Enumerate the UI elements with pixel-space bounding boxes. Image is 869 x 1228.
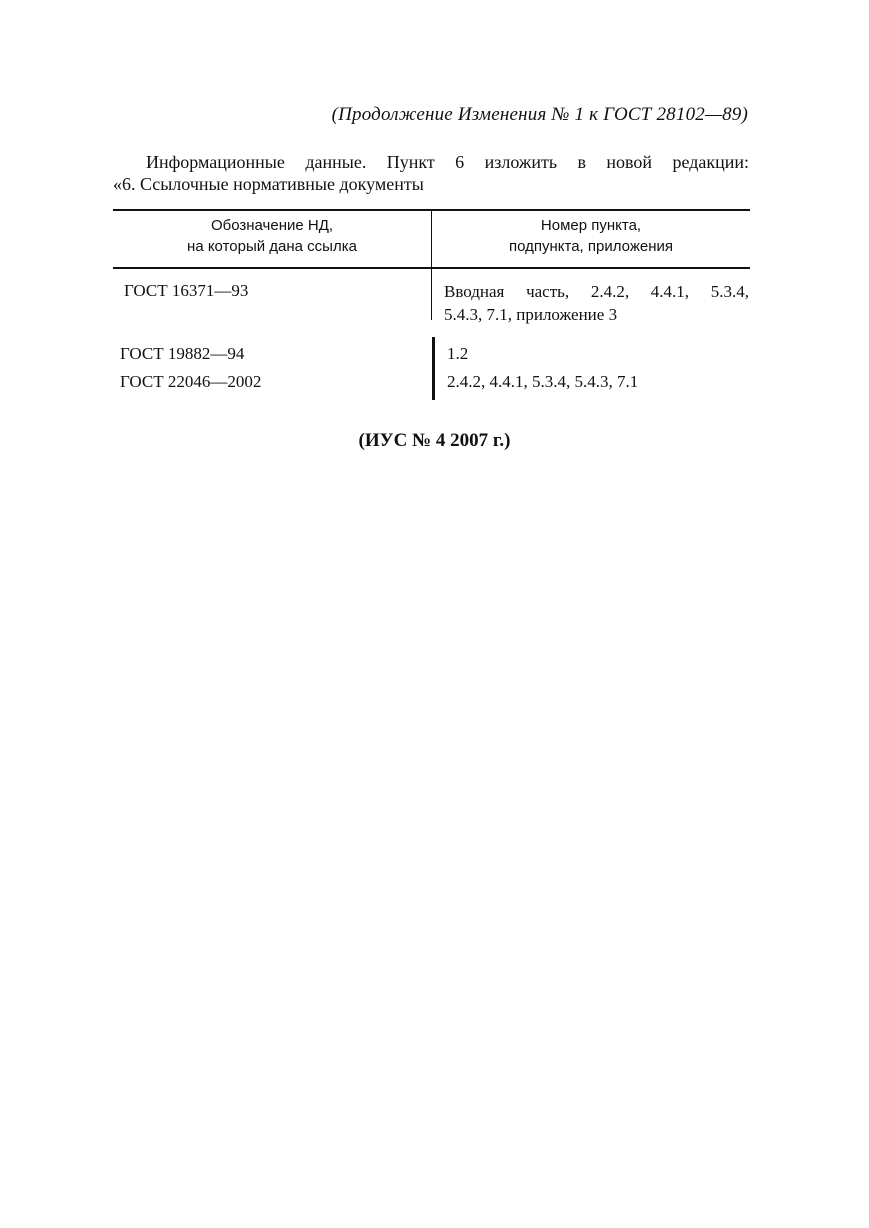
source-citation: (ИУС № 4 2007 г.) bbox=[358, 430, 511, 451]
change-mark-bar bbox=[432, 337, 435, 400]
table-row-ref: 1.2 bbox=[447, 344, 469, 363]
intro-text-line1: Информационные данные. Пункт 6 изложить в новой редакции: bbox=[146, 152, 749, 172]
table-row-ref: 2.4.2, 4.4.1, 5.3.4, 5.4.3, 7.1 bbox=[447, 372, 639, 391]
table-row-divider bbox=[431, 268, 432, 320]
header-clause-line2: подпункта, приложения bbox=[508, 238, 673, 255]
header-document-line2: на который дана ссылка bbox=[187, 238, 357, 255]
table-row-doc: ГОСТ 19882—94 bbox=[120, 344, 245, 363]
table-row-ref-line1: Вводная часть, 2.4.2, 4.4.1, 5.3.4, bbox=[444, 282, 749, 301]
table-row-doc: ГОСТ 16371—93 bbox=[124, 281, 249, 300]
header-document-line1: Обозначение НД, bbox=[210, 217, 334, 234]
table-header-document bbox=[113, 215, 431, 257]
table-row-ref bbox=[444, 280, 749, 326]
table-row-doc: ГОСТ 22046—2002 bbox=[120, 372, 262, 391]
header-clause-line1: Номер пункта, bbox=[540, 217, 642, 234]
table-header-clause bbox=[432, 215, 750, 257]
intro-text-line2: «6. Ссылочные нормативные документы bbox=[113, 174, 424, 194]
table-row-ref-line2: 5.4.3, 7.1, приложение 3 bbox=[444, 305, 618, 324]
continuation-note: (Продолжение Изменения № 1 к ГОСТ 28102—89) bbox=[331, 104, 748, 125]
